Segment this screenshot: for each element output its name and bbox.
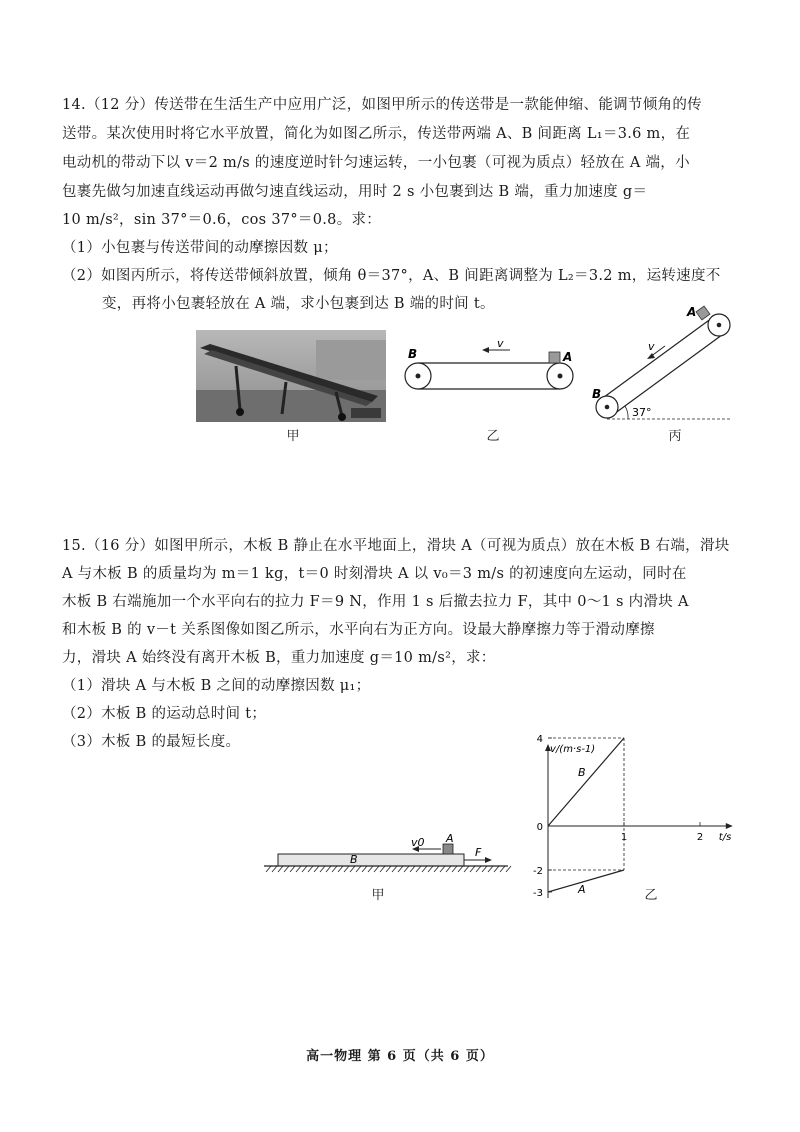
ground-hatch [476, 866, 481, 872]
ground-hatch [272, 866, 277, 872]
series-label-B: B [578, 766, 586, 779]
ground-hatch [416, 866, 421, 872]
ground-hatch [494, 866, 499, 872]
ground-hatch [344, 866, 349, 872]
label-b-jia: B [350, 853, 358, 866]
horizontal-belt-diagram [402, 336, 580, 396]
caption-jia-14: 甲 [286, 429, 300, 444]
ground-hatch [392, 866, 397, 872]
q14-line-1: 14.（12 分）传送带在生活生产中应用广泛，如图甲所示的传送带是一款能伸缩、能调节倾角的传 [62, 97, 702, 113]
caption-yi-14: 乙 [486, 429, 500, 444]
label-f-jia: F [475, 846, 482, 859]
q15-subq-2: （2）木板 B 的运动总时间 t； [62, 706, 267, 722]
ground-hatch [290, 866, 295, 872]
vt-chart [520, 734, 750, 899]
x-axis-label: t/s [718, 832, 732, 843]
ground-hatch [506, 866, 511, 872]
page-footer: 高一物理 第 6 页（共 6 页） [306, 1049, 494, 1064]
q15-line-3: 木板 B 右端施加一个水平向右的拉力 F＝9 N，作用 1 s 后撤去拉力 F，其中 0～1 s 内滑块 A [62, 594, 689, 610]
ground-hatch [278, 866, 283, 872]
ground-hatch [482, 866, 487, 872]
q14-subq-1: （1）小包裹与传送带间的动摩擦因数 μ； [62, 240, 338, 256]
q15-line-5: 力，滑块 A 始终没有离开木板 B，重力加速度 g＝10 m/s²，求： [62, 650, 496, 666]
q14-subq-2-cont: 变，再将小包裹轻放在 A 端，求小包裹到达 B 端的时间 t。 [102, 296, 495, 312]
ground-hatch [302, 866, 307, 872]
label-b-bing: B [592, 387, 602, 401]
ground-hatch [422, 866, 427, 872]
ground-hatch [350, 866, 355, 872]
label-a-bing: A [687, 305, 697, 319]
series-line-A [548, 870, 624, 892]
x-tick-label: 2 [696, 832, 704, 843]
conveyor-photo [196, 330, 386, 422]
y-tick-label: 4 [536, 734, 543, 745]
q14-line-2: 送带。某次使用时将它水平放置，简化为如图乙所示，传送带两端 A、B 间距离 L₁＝3.6 m，在 [62, 126, 691, 142]
ground-hatch [458, 866, 463, 872]
inclined-belt-diagram [590, 302, 740, 426]
caption-jia-15: 甲 [371, 888, 385, 903]
label-a-yi: A [563, 350, 573, 364]
ground-hatch [488, 866, 493, 872]
q15-line-2: A 与木板 B 的质量均为 m＝1 kg，t＝0 时刻滑块 A 以 v₀＝3 m/s 的初速度向左运动，同时在 [62, 566, 687, 582]
ground-hatch [296, 866, 301, 872]
label-angle-bing: 37° [632, 406, 652, 419]
ground-hatch [500, 866, 505, 872]
ground-hatch [326, 866, 331, 872]
ground-hatch [464, 866, 469, 872]
ground-hatch [404, 866, 409, 872]
q15-subq-3: （3）木板 B 的最短长度。 [62, 734, 241, 750]
y-tick-label: 0 [536, 822, 543, 833]
caption-bing-14: 丙 [668, 429, 682, 444]
y-axis-label: v/(m·s-1) [550, 744, 596, 755]
q14-line-4: 包裹先做匀加速直线运动再做匀速直线运动，用时 2 s 小包裹到达 B 端，重力加速度 g＝ [62, 184, 648, 200]
ground-hatch [452, 866, 457, 872]
ground-hatch [434, 866, 439, 872]
q14-line-5: 10 m/s²，sin 37°＝0.6，cos 37°＝0.8。求： [62, 212, 382, 228]
ground-hatch [284, 866, 289, 872]
ground-hatch [332, 866, 337, 872]
ground-hatch [470, 866, 475, 872]
x-tick-label: 1 [620, 832, 628, 843]
ground-hatch [362, 866, 367, 872]
ground-hatch [410, 866, 415, 872]
label-v-yi: v [497, 337, 504, 350]
ground-hatch [386, 866, 391, 872]
q14-subq-2: （2）如图丙所示，将传送带倾斜放置，倾角 θ＝37°，A、B 间距离调整为 L₂＝3.2 m，运转速度不 [62, 268, 721, 284]
ground-hatch [314, 866, 319, 872]
ground-hatch [374, 866, 379, 872]
y-tick-label: -3 [533, 888, 543, 899]
q14-line-3: 电动机的带动下以 v＝2 m/s 的速度逆时针匀速运转，一小包裹（可视为质点）轻放在 A 端，小 [62, 155, 690, 171]
label-v-bing: v [648, 340, 655, 353]
ground-hatch [266, 866, 271, 872]
label-v0-jia: v0 [411, 836, 425, 849]
vt-chart-svg [520, 734, 750, 899]
ground-hatch [338, 866, 343, 872]
ground-hatch [368, 866, 373, 872]
x-axis-arrow [726, 823, 733, 829]
series-label-A: A [578, 883, 586, 896]
q15-subq-1: （1）滑块 A 与木板 B 之间的动摩擦因数 μ₁； [62, 678, 371, 694]
ground-hatch [380, 866, 385, 872]
ground-hatch [398, 866, 403, 872]
caption-yi-15: 乙 [644, 888, 658, 903]
q15-line-4: 和木板 B 的 v－t 关系图像如图乙所示，水平向右为正方向。设最大静摩擦力等于滑动摩擦 [62, 622, 655, 638]
board-slider-diagram [262, 828, 510, 878]
label-a-jia: A [446, 832, 454, 845]
q15-line-1: 15.（16 分）如图甲所示，木板 B 静止在水平地面上，滑块 A（可视为质点）放在木板 B 右端，滑块 [62, 538, 730, 554]
ground-hatch [320, 866, 325, 872]
ground-hatch [446, 866, 451, 872]
y-tick-label: -2 [533, 866, 543, 877]
label-b-yi: B [408, 347, 418, 361]
ground-hatch [440, 866, 445, 872]
ground-hatch [308, 866, 313, 872]
ground-hatch [356, 866, 361, 872]
ground-hatch [428, 866, 433, 872]
